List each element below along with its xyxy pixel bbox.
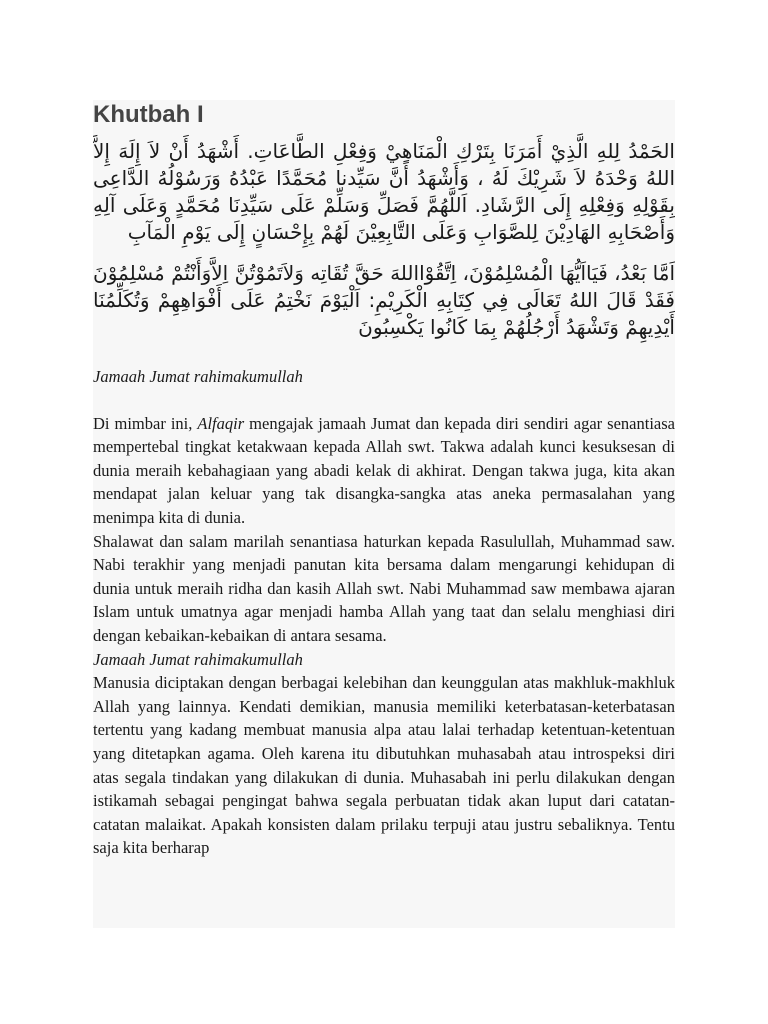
- emphasis-text: Alfaqir: [197, 413, 245, 433]
- paragraph-text: Di mimbar ini,: [93, 413, 198, 433]
- greeting-line: Jamaah Jumat rahimakumullah: [93, 367, 303, 386]
- body-paragraph-2: Shalawat dan salam marilah senantiasa haturkan kepada Rasulullah, Muhammad saw. Nabi terakhir yang menjadi panutan kita bersama dalam mengarungi kehidupan di dunia untuk meraih ridha dan kasih Allah swt. Nabi Muhammad saw membawa ajaran Islam untuk umatnya agar menjadi hamba Allah yang taat dan selalu menghiasi diri dengan kebaikan-kebaikan di antara sesama.: [93, 531, 675, 645]
- arabic-verse-paragraph: اَمَّا بَعْدُ، فَيَااَيُّهَا الْمُسْلِمُوْنَ، اِتَّقُوْااللهَ حَقَّ تُقَاتِه وَلاَتَمُوْتُنَّ اِلاَّوَأَنْتُمْ مُسْلِمُوْنَ فَقَدْ قَالَ اللهُ تَعَالَى فِي كِتَابِهِ الْكَرِيْمِ: اَلْيَوْمَ نَخْتِمُ عَلَى أَفْوَاهِهِمْ وَتُكَلِّمُنَا أَيْدِيهِمْ وَتَشْهَدُ أَرْجُلُهُمْ بِمَا كَانُوا يَكْسِبُونَ: [93, 261, 675, 339]
- body-paragraph-3: Manusia diciptakan dengan berbagai kelebihan dan keunggulan atas makhluk-makhluk Allah yang lainnya. Kendati demikian, manusia memiliki keterbatasan-keterbatasan tertentu yang kadang membuat manusia alpa atau lalai terhadap ketentuan-ketentuan yang ditetapkan agama. Oleh karena itu dibutuhkan muhasabah atau introspeksi diri atas segala tindakan yang dilakukan di dunia. Muhasabah ini perlu dilakukan dengan istikamah sebagai pengingat bahwa segala perbuatan tidak akan luput dari catatan-catatan malaikat. Apakah konsisten dalam prilaku terpuji atau justru sebaliknya. Tentu saja kita berharap: [93, 673, 675, 858]
- arabic-opening-paragraph: الحَمْدُ لِلهِ الَّذِيْ أَمَرَنَا بِتَرْكِ الْمَنَاهِيْ وَفِعْلِ الطَّاعَاتِ. أَشْهَدُ أَنْ لاَ إِلَهَ إِلاَّ اللهُ وَحْدَهُ لاَ شَرِيْكَ لَهُ ، وَأَشْهَدُ أَنَّ سَيِّدنا مُحَمَّدًا عَبْدُهُ وَرَسُوْلُهُ الدَّاعِى بِقَوْلِهِ وَفِعْلِهِ إِلَى الرَّشَادِ. اَللَّهُمَّ فَصَلِّ وَسَلِّمْ عَلَى سَيِّدِنَا مُحَمَّدٍ وَعَلَى آلِهِ وَأَصْحَابِهِ الهَادِيْنَ لِلصَّوَابِ وَعَلَى التَّابِعِيْنَ لَهُمْ بِإِحْسَانٍ إِلَى يَوْمِ الْمَآبِ: [93, 139, 675, 244]
- paragraph-text: mengajak jamaah Jumat dan kepada diri sendiri agar senantiasa mempertebal tingkat ketakwaan kepada Allah swt. Takwa adalah kunci kesuksesan di dunia meraih kebahagiaan yang abadi kelak di akhirat. Dengan takwa juga, kita akan mendapat jalan keluar yang tak disangka-sangka atas aneka permasalahan yang menimpa kita di dunia.: [93, 413, 675, 527]
- document-page: [93, 100, 675, 928]
- body-paragraph-1: [93, 412, 675, 530]
- section-heading: Khutbah I: [93, 101, 204, 128]
- greeting-line: Jamaah Jumat rahimakumullah: [93, 649, 303, 669]
